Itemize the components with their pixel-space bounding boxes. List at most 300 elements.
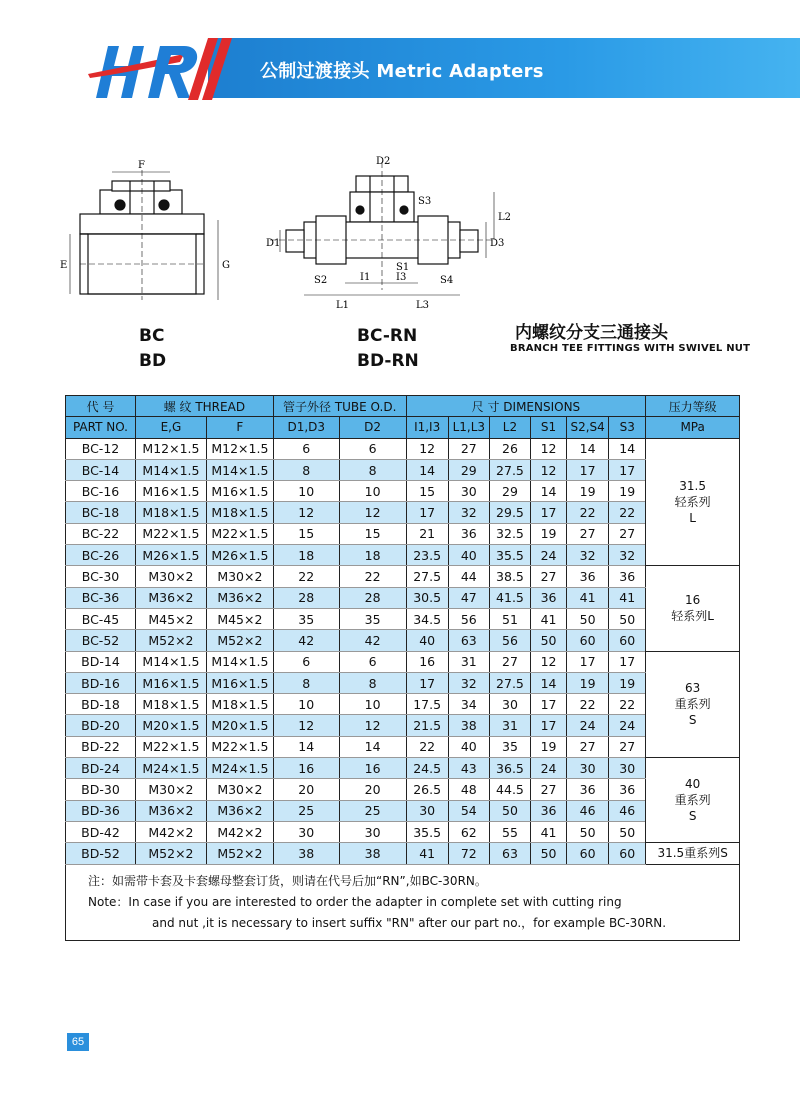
table-cell: 47	[448, 587, 489, 608]
dim-label-d1: D1	[266, 238, 281, 249]
table-cell: 27	[531, 779, 567, 800]
table-cell: M45×2	[206, 608, 273, 629]
table-row	[66, 566, 740, 587]
table-cell: M12×1.5	[206, 438, 273, 459]
subheader-cell: D1,D3	[273, 417, 339, 438]
table-cell: 27	[609, 736, 646, 757]
table-cell: 50	[567, 821, 609, 842]
pressure-code: S	[688, 713, 697, 728]
table-cell: 17	[531, 715, 567, 736]
model-label-bc-rn: BC-RN	[357, 326, 418, 346]
pressure-cell	[646, 566, 740, 651]
col-part-cn: 代 号	[66, 396, 136, 417]
table-cell: 24.5	[406, 758, 448, 779]
part-number-cell: BC-26	[66, 545, 136, 566]
subheader-cell: L1,L3	[448, 417, 489, 438]
technical-drawings	[60, 150, 760, 320]
table-cell: 15	[339, 523, 406, 544]
part-number-cell: BD-20	[66, 715, 136, 736]
part-number-cell: BC-30	[66, 566, 136, 587]
table-cell: M16×1.5	[206, 672, 273, 693]
table-cell: 10	[273, 694, 339, 715]
table-cell: 72	[448, 843, 489, 864]
table-cell: 31	[489, 715, 530, 736]
pressure-cell	[646, 438, 740, 566]
table-cell: 24	[567, 715, 609, 736]
table-cell: M36×2	[206, 800, 273, 821]
table-cell: 14	[406, 459, 448, 480]
table-cell: 17	[567, 651, 609, 672]
table-cell: 12	[531, 438, 567, 459]
table-cell: 17	[567, 459, 609, 480]
table-cell: 27.5	[489, 459, 530, 480]
table-row	[66, 630, 740, 651]
table-cell: M30×2	[135, 566, 206, 587]
table-cell: 36	[448, 523, 489, 544]
table-cell: 50	[609, 608, 646, 629]
part-number-cell: BD-30	[66, 779, 136, 800]
col-pressure: 压力等级	[646, 396, 740, 417]
table-cell: 56	[489, 630, 530, 651]
table-cell: 38	[339, 843, 406, 864]
table-cell: 26	[489, 438, 530, 459]
page-header	[0, 0, 800, 110]
table-cell: 63	[448, 630, 489, 651]
table-cell: 30	[273, 821, 339, 842]
subheader-cell: S2,S4	[567, 417, 609, 438]
table-cell: 30	[567, 758, 609, 779]
table-cell: M24×1.5	[206, 758, 273, 779]
pressure-value: 63	[685, 681, 701, 696]
subheader-cell: S1	[531, 417, 567, 438]
table-cell: M12×1.5	[135, 438, 206, 459]
table-cell: 60	[609, 630, 646, 651]
dim-label-g: G	[222, 260, 230, 271]
page-number: 65	[67, 1033, 89, 1051]
table-cell: M18×1.5	[206, 502, 273, 523]
table-row	[66, 545, 740, 566]
table-cell: 24	[609, 715, 646, 736]
title-banner	[208, 38, 800, 98]
table-cell: M22×1.5	[206, 736, 273, 757]
table-cell: 16	[339, 758, 406, 779]
table-cell: 22	[567, 502, 609, 523]
pressure-series: 重系列	[674, 697, 711, 712]
part-number-cell: BC-52	[66, 630, 136, 651]
table-cell: 60	[567, 630, 609, 651]
table-cell: 54	[448, 800, 489, 821]
part-number-cell: BC-36	[66, 587, 136, 608]
header-stripes	[186, 38, 246, 100]
table-cell: 36	[531, 800, 567, 821]
table-cell: 17.5	[406, 694, 448, 715]
table-cell: M20×1.5	[206, 715, 273, 736]
table-cell: 48	[448, 779, 489, 800]
part-number-cell: BC-18	[66, 502, 136, 523]
table-cell: M26×1.5	[135, 545, 206, 566]
table-cell: M20×1.5	[135, 715, 206, 736]
subheader-cell: S3	[609, 417, 646, 438]
table-cell: 30	[489, 694, 530, 715]
table-cell: 17	[609, 459, 646, 480]
dim-label-i1: I1	[360, 272, 371, 283]
table-cell: 40	[406, 630, 448, 651]
table-cell: 30	[406, 800, 448, 821]
table-cell: 15	[406, 481, 448, 502]
table-cell: 32	[567, 545, 609, 566]
table-cell: 38.5	[489, 566, 530, 587]
part-number-cell: BC-14	[66, 459, 136, 480]
table-row	[66, 821, 740, 842]
table-cell: 14	[567, 438, 609, 459]
table-cell: 63	[489, 843, 530, 864]
table-cell: 50	[531, 843, 567, 864]
dim-label-s3: S3	[418, 196, 432, 207]
table-cell: 40	[448, 545, 489, 566]
table-cell: 6	[339, 438, 406, 459]
table-cell: 27	[567, 736, 609, 757]
table-cell: 12	[531, 651, 567, 672]
table-cell: M36×2	[206, 587, 273, 608]
table-cell: 25	[273, 800, 339, 821]
table-cell: 30.5	[406, 587, 448, 608]
table-cell: 27	[531, 566, 567, 587]
table-cell: 12	[406, 438, 448, 459]
table-cell: 24	[531, 758, 567, 779]
table-cell: 50	[489, 800, 530, 821]
table-cell: 41	[531, 608, 567, 629]
table-cell: 44.5	[489, 779, 530, 800]
dim-label-d2: D2	[376, 156, 391, 167]
notes-row	[66, 864, 740, 940]
dim-label-s2: S2	[314, 275, 328, 286]
note-cn: 注：如需带卡套及卡套螺母整套订货，则请在代号后加“RN”,如BC-30RN。	[88, 873, 487, 888]
table-cell: 19	[567, 672, 609, 693]
dim-label-s4: S4	[440, 275, 454, 286]
table-cell: 46	[609, 800, 646, 821]
table-row	[66, 758, 740, 779]
table-cell: M18×1.5	[206, 694, 273, 715]
model-label-bd-rn: BD-RN	[357, 351, 419, 371]
subheader-cell: D2	[339, 417, 406, 438]
table-cell: 36	[609, 779, 646, 800]
table-cell: 14	[609, 438, 646, 459]
table-cell: 10	[273, 481, 339, 502]
table-cell: 51	[489, 608, 530, 629]
table-cell: 23.5	[406, 545, 448, 566]
table-cell: 41	[406, 843, 448, 864]
table-cell: 35.5	[406, 821, 448, 842]
table-cell: 26.5	[406, 779, 448, 800]
table-cell: 55	[489, 821, 530, 842]
table-cell: 12	[339, 502, 406, 523]
table-row	[66, 587, 740, 608]
table-cell: M16×1.5	[135, 481, 206, 502]
table-cell: 40	[448, 736, 489, 757]
table-cell: M14×1.5	[206, 651, 273, 672]
part-number-cell: BC-12	[66, 438, 136, 459]
table-cell: M30×2	[135, 779, 206, 800]
table-cell: 38	[448, 715, 489, 736]
table-cell: 8	[339, 459, 406, 480]
table-cell: M24×1.5	[135, 758, 206, 779]
table-row	[66, 779, 740, 800]
table-cell: 30	[339, 821, 406, 842]
table-cell: 27.5	[489, 672, 530, 693]
table-cell: 27	[609, 523, 646, 544]
table-cell: 36	[567, 566, 609, 587]
model-label-bc: BC	[139, 326, 165, 346]
table-cell: 29.5	[489, 502, 530, 523]
pressure-value: 31.5重系列S	[657, 846, 728, 861]
subheader-cell: E,G	[135, 417, 206, 438]
table-cell: 12	[273, 502, 339, 523]
table-cell: M16×1.5	[206, 481, 273, 502]
table-cell: 41	[567, 587, 609, 608]
table-cell: 36	[567, 779, 609, 800]
table-cell: 32	[448, 502, 489, 523]
table-cell: M42×2	[135, 821, 206, 842]
table-cell: 22	[406, 736, 448, 757]
col-dimensions: 尺 寸 DIMENSIONS	[406, 396, 646, 417]
note-en-2: and nut ,it is necessary to insert suffix "RN" after our part no.，for example BC-30RN.	[152, 915, 667, 930]
table-cell: M42×2	[206, 821, 273, 842]
col-thread: 螺 纹 THREAD	[135, 396, 273, 417]
table-cell: 6	[273, 438, 339, 459]
table-cell: 50	[531, 630, 567, 651]
table-cell: 22	[273, 566, 339, 587]
table-cell: M45×2	[135, 608, 206, 629]
table-cell: 18	[339, 545, 406, 566]
table-cell: M36×2	[135, 800, 206, 821]
part-number-cell: BC-45	[66, 608, 136, 629]
table-cell: 12	[531, 459, 567, 480]
table-cell: M22×1.5	[206, 523, 273, 544]
table-cell: 62	[448, 821, 489, 842]
model-label-bd: BD	[139, 351, 167, 371]
table-cell: 22	[609, 502, 646, 523]
table-cell: 41	[531, 821, 567, 842]
table-cell: M18×1.5	[135, 502, 206, 523]
notes-cell	[66, 864, 740, 940]
table-cell: 29	[489, 481, 530, 502]
table-cell: 35	[489, 736, 530, 757]
table-cell: 17	[609, 651, 646, 672]
table-cell: 22	[339, 566, 406, 587]
table-cell: M26×1.5	[206, 545, 273, 566]
table-row	[66, 651, 740, 672]
table-cell: 8	[273, 672, 339, 693]
dim-label-i3: I3	[396, 272, 407, 283]
table-cell: 17	[531, 502, 567, 523]
dim-label-l1: L1	[336, 300, 350, 311]
table-cell: 14	[273, 736, 339, 757]
spec-table-body	[66, 438, 740, 864]
part-number-cell: BD-18	[66, 694, 136, 715]
table-cell: 17	[531, 694, 567, 715]
pressure-cell	[646, 843, 740, 864]
part-number-cell: BD-16	[66, 672, 136, 693]
table-cell: 16	[406, 651, 448, 672]
table-cell: 19	[531, 523, 567, 544]
table-cell: 32.5	[489, 523, 530, 544]
table-cell: 36	[609, 566, 646, 587]
dim-label-l3: L3	[416, 300, 430, 311]
pressure-value: 16	[685, 593, 701, 608]
table-cell: 32	[609, 545, 646, 566]
product-title-en: BRANCH TEE FITTINGS WITH SWIVEL NUT	[510, 343, 751, 354]
subheader-cell: I1,I3	[406, 417, 448, 438]
table-cell: M52×2	[135, 630, 206, 651]
pressure-series: 轻系列	[674, 494, 711, 509]
table-cell: 29	[448, 459, 489, 480]
table-cell: M30×2	[206, 566, 273, 587]
table-cell: M22×1.5	[135, 523, 206, 544]
dim-label-d3: D3	[490, 238, 505, 249]
table-cell: 27.5	[406, 566, 448, 587]
table-cell: M52×2	[206, 843, 273, 864]
table-row	[66, 459, 740, 480]
table-cell: 28	[273, 587, 339, 608]
pressure-series: 重系列	[674, 793, 711, 808]
dim-label-s1: S1	[396, 262, 410, 273]
tee-drawing-bc	[70, 170, 218, 300]
table-row	[66, 843, 740, 864]
table-cell: 27	[448, 438, 489, 459]
part-number-cell: BD-42	[66, 821, 136, 842]
table-cell: M52×2	[135, 843, 206, 864]
pressure-value: 40	[685, 777, 701, 792]
table-row	[66, 736, 740, 757]
table-cell: 18	[273, 545, 339, 566]
table-cell: 34	[448, 694, 489, 715]
table-cell: 14	[339, 736, 406, 757]
table-cell: M36×2	[135, 587, 206, 608]
table-cell: 42	[339, 630, 406, 651]
table-cell: 35.5	[489, 545, 530, 566]
table-cell: 17	[406, 502, 448, 523]
table-cell: 50	[567, 608, 609, 629]
subheader-cell: F	[206, 417, 273, 438]
dim-label-l2: L2	[498, 212, 512, 223]
table-cell: 6	[339, 651, 406, 672]
table-cell: 27	[489, 651, 530, 672]
table-row	[66, 502, 740, 523]
table-cell: 30	[448, 481, 489, 502]
table-cell: 21	[406, 523, 448, 544]
table-cell: 8	[339, 672, 406, 693]
table-cell: 10	[339, 481, 406, 502]
table-cell: 43	[448, 758, 489, 779]
table-cell: M52×2	[206, 630, 273, 651]
pressure-series: 轻系列L	[671, 609, 714, 624]
table-cell: 36.5	[489, 758, 530, 779]
header-title: 公制过渡接头 Metric Adapters	[260, 61, 544, 82]
header-row-2	[66, 417, 740, 438]
table-cell: 19	[531, 736, 567, 757]
dim-label-e: E	[60, 260, 68, 271]
subheader-cell: L2	[489, 417, 530, 438]
table-cell: M22×1.5	[135, 736, 206, 757]
table-cell: 14	[531, 672, 567, 693]
table-cell: 12	[273, 715, 339, 736]
table-row	[66, 523, 740, 544]
pressure-code: L	[689, 510, 696, 525]
table-cell: M16×1.5	[135, 672, 206, 693]
table-cell: 25	[339, 800, 406, 821]
table-cell: 16	[273, 758, 339, 779]
table-cell: 44	[448, 566, 489, 587]
part-number-cell: BD-36	[66, 800, 136, 821]
table-cell: 42	[273, 630, 339, 651]
col-tube: 管子外径 TUBE O.D.	[273, 396, 406, 417]
table-cell: 19	[609, 672, 646, 693]
table-cell: 12	[339, 715, 406, 736]
pressure-code: S	[688, 809, 697, 824]
dim-label-f: F	[138, 160, 145, 171]
table-cell: 35	[339, 608, 406, 629]
table-cell: M14×1.5	[135, 459, 206, 480]
part-number-cell: BD-52	[66, 843, 136, 864]
table-cell: 35	[273, 608, 339, 629]
subheader-cell: MPa	[646, 417, 740, 438]
subheader-cell: PART NO.	[66, 417, 136, 438]
table-cell: 60	[609, 843, 646, 864]
part-number-cell: BC-16	[66, 481, 136, 502]
table-cell: 31	[448, 651, 489, 672]
table-cell: 28	[339, 587, 406, 608]
table-row	[66, 481, 740, 502]
part-number-cell: BD-24	[66, 758, 136, 779]
table-cell: 14	[531, 481, 567, 502]
product-title-cn: 内螺纹分支三通接头	[515, 323, 668, 343]
table-cell: M14×1.5	[135, 651, 206, 672]
table-cell: 10	[339, 694, 406, 715]
table-cell: 21.5	[406, 715, 448, 736]
table-cell: 46	[567, 800, 609, 821]
table-cell: 17	[406, 672, 448, 693]
pressure-value: 31.5	[679, 478, 706, 493]
table-row	[66, 800, 740, 821]
table-cell: 27	[567, 523, 609, 544]
table-cell: 19	[609, 481, 646, 502]
table-cell: 24	[531, 545, 567, 566]
table-cell: 50	[609, 821, 646, 842]
spec-table	[65, 395, 740, 941]
table-cell: 41.5	[489, 587, 530, 608]
table-cell: 60	[567, 843, 609, 864]
table-cell: 8	[273, 459, 339, 480]
table-row	[66, 694, 740, 715]
pressure-cell	[646, 758, 740, 843]
pressure-cell	[646, 651, 740, 757]
table-cell: 30	[609, 758, 646, 779]
table-cell: M30×2	[206, 779, 273, 800]
table-cell: M14×1.5	[206, 459, 273, 480]
table-cell: 6	[273, 651, 339, 672]
table-cell: 22	[567, 694, 609, 715]
table-cell: 22	[609, 694, 646, 715]
note-en-1: Note：In case if you are interested to order the adapter in complete set with cutting ring	[88, 894, 622, 909]
table-cell: M18×1.5	[135, 694, 206, 715]
table-cell: 56	[448, 608, 489, 629]
table-cell: 36	[531, 587, 567, 608]
table-cell: 38	[273, 843, 339, 864]
table-cell: 15	[273, 523, 339, 544]
table-row	[66, 672, 740, 693]
part-number-cell: BD-14	[66, 651, 136, 672]
table-cell: 34.5	[406, 608, 448, 629]
